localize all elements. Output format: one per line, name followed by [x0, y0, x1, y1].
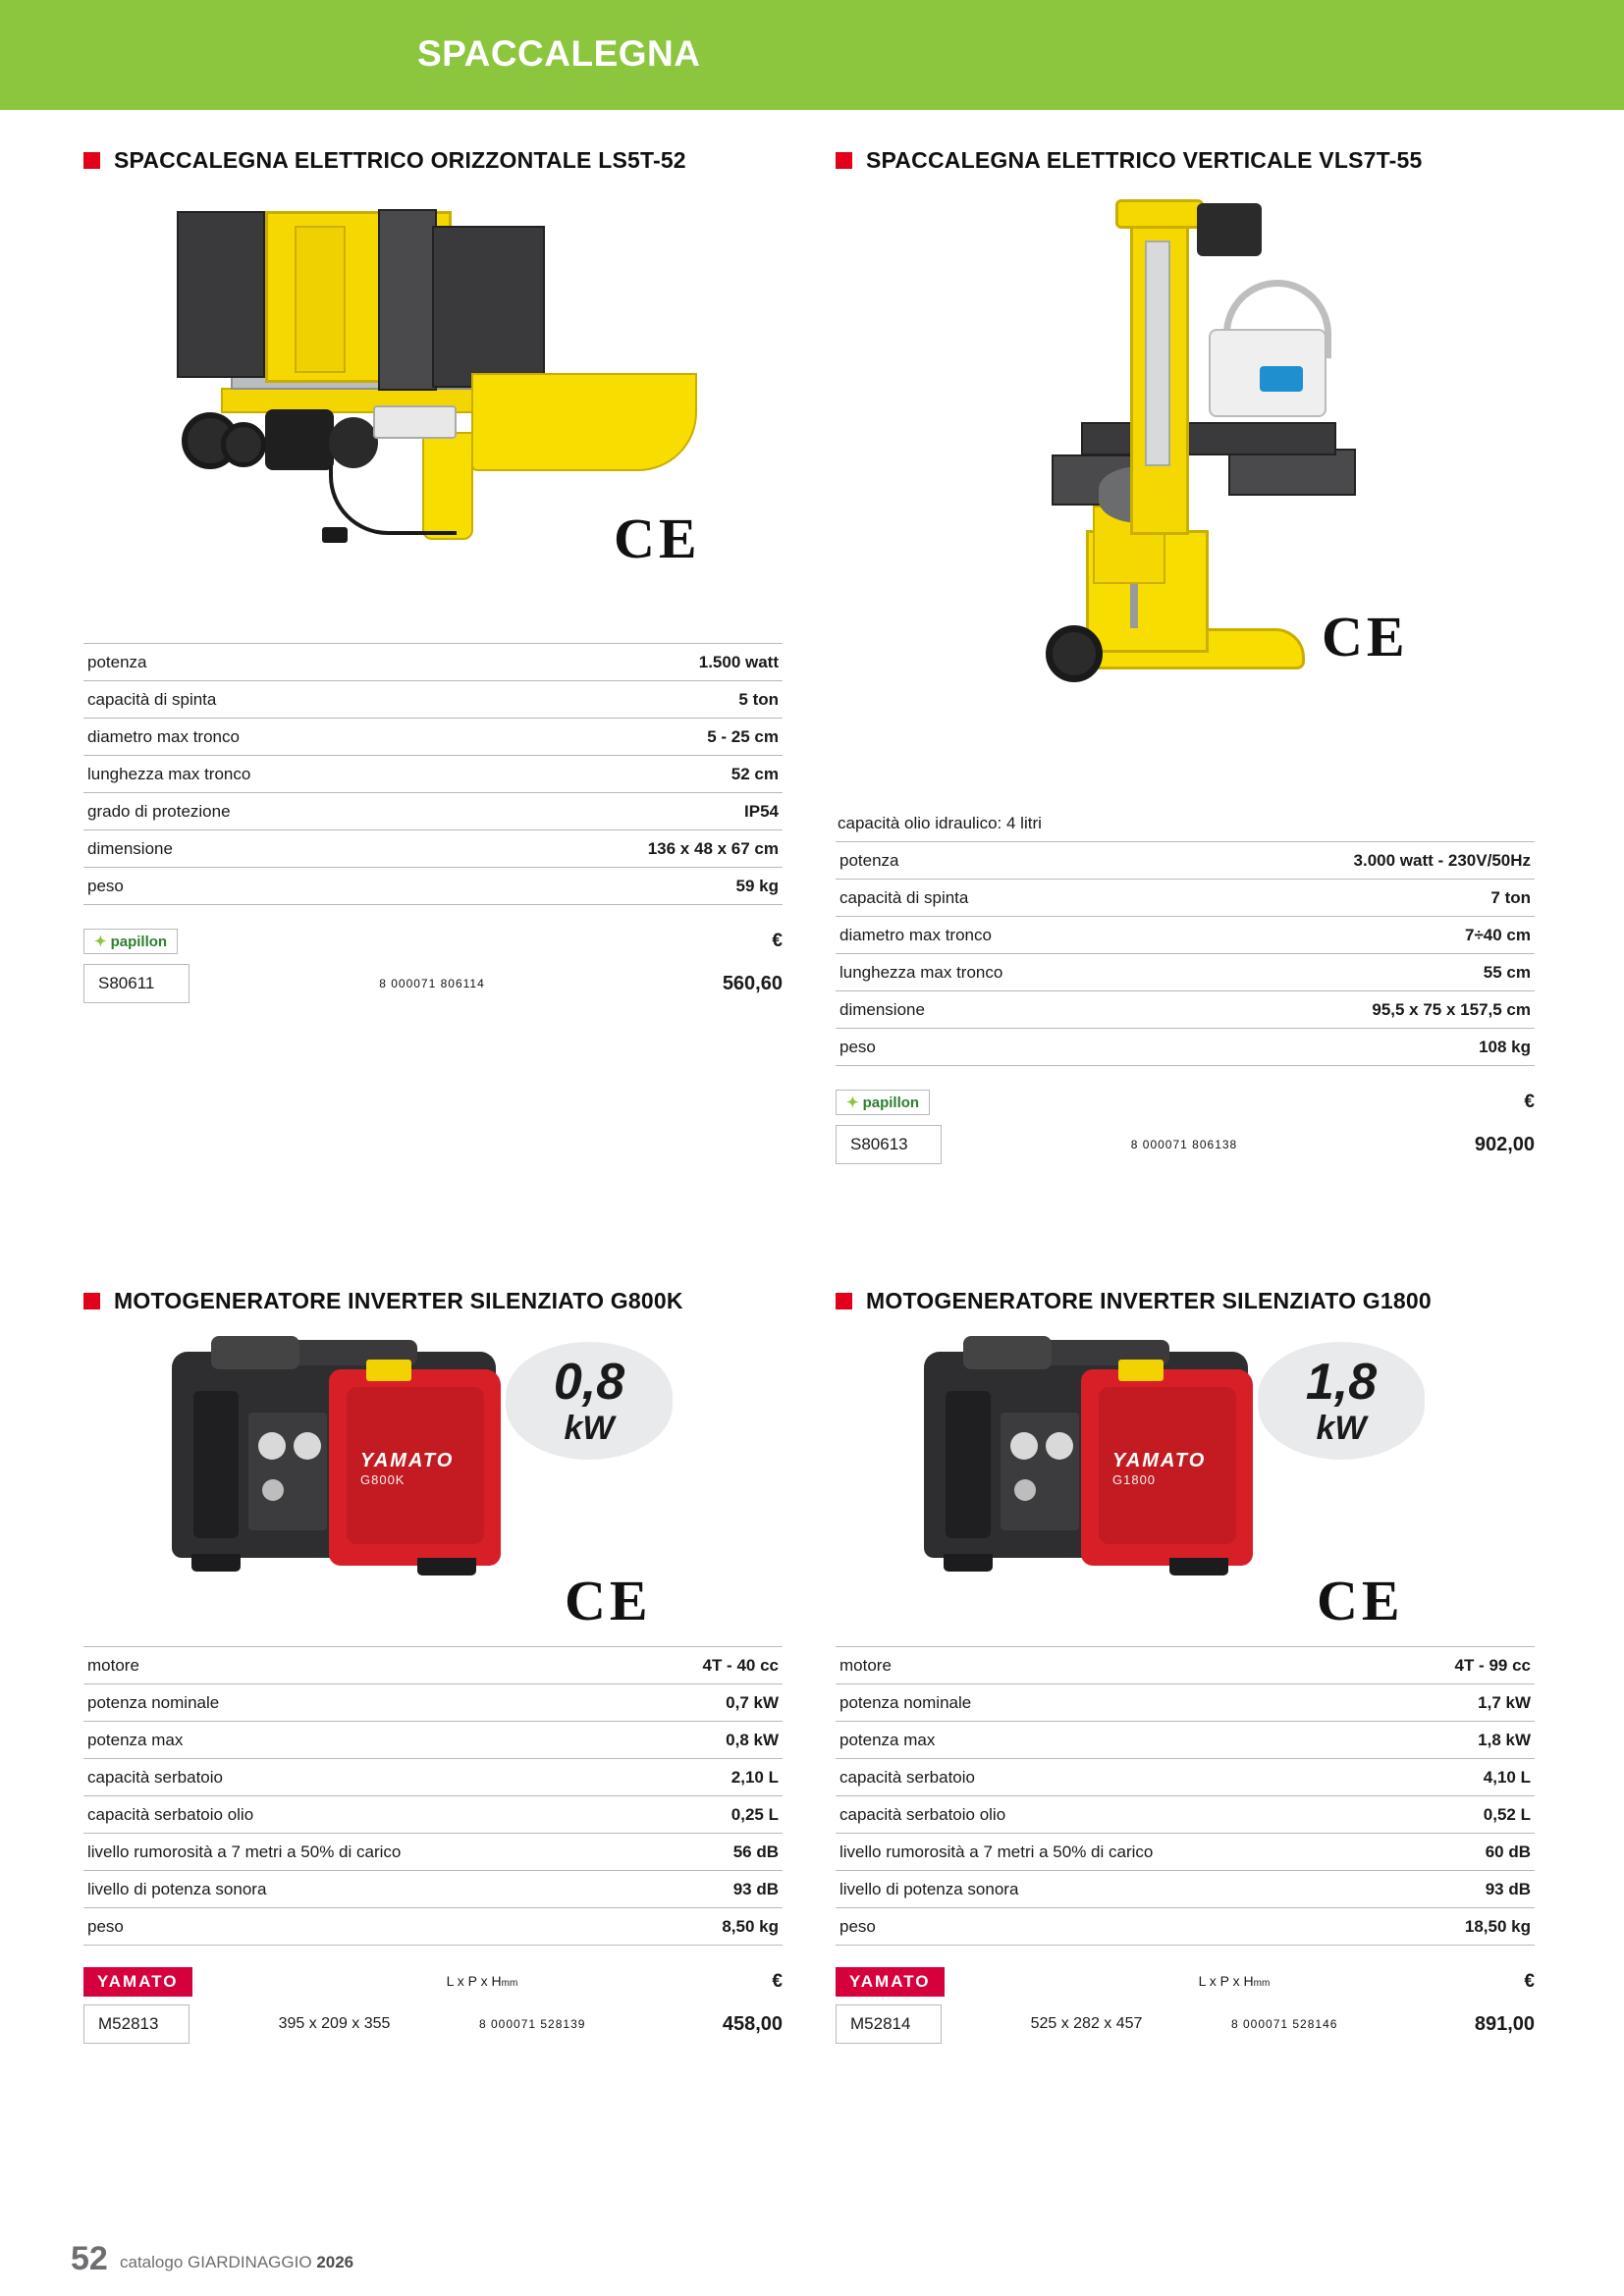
spec-row [836, 1759, 1535, 1796]
product-title: SPACCALEGNA ELETTRICO VERTICALE VLS7T-55 [866, 147, 1423, 173]
spec-key: grado di protezione [83, 793, 469, 830]
spec-table-ls5t52 [83, 643, 783, 905]
power-badge-unit: kW [564, 1410, 615, 1447]
spec-key: diametro max tronco [83, 719, 469, 756]
product-image-g800k [83, 1322, 783, 1646]
spec-key: livello di potenza sonora [83, 1871, 638, 1908]
product-title-row [836, 147, 1535, 174]
spec-value: 93 dB [638, 1871, 783, 1908]
spec-row [83, 1834, 783, 1871]
spec-key: lunghezza max tronco [83, 756, 469, 793]
spec-row [836, 1029, 1535, 1066]
spec-row [836, 842, 1535, 880]
spec-key: livello rumorosità a 7 metri a 50% di carico [836, 1834, 1390, 1871]
brand-label: papillon [110, 933, 168, 950]
page-number: 52 [71, 2240, 108, 2277]
code-row [83, 964, 783, 1003]
brand-row [83, 925, 783, 958]
brand-row [83, 1965, 783, 1999]
power-badge [506, 1342, 673, 1460]
spec-value: 4,10 L [1390, 1759, 1535, 1796]
spec-row [836, 1647, 1535, 1684]
spec-key: capacità serbatoio olio [836, 1796, 1390, 1834]
product-price: 902,00 [1474, 1133, 1535, 1155]
spec-row [83, 793, 783, 830]
power-badge [1258, 1342, 1425, 1460]
dimensions-header [1199, 1973, 1271, 1991]
spec-key: potenza [83, 644, 469, 681]
spec-key: peso [83, 868, 469, 905]
spec-row [836, 1834, 1535, 1871]
spec-row [836, 991, 1535, 1029]
power-badge-value: 1,8 [1305, 1354, 1378, 1411]
barcode [479, 2015, 585, 2033]
product-code: S80611 [83, 964, 189, 1003]
spec-row [83, 868, 783, 905]
spec-value: 60 dB [1390, 1834, 1535, 1871]
square-bullet-icon [83, 1293, 100, 1309]
spec-row [83, 644, 783, 681]
spec-row [836, 1684, 1535, 1722]
spec-key: motore [836, 1647, 1390, 1684]
spec-row [83, 1908, 783, 1946]
spec-row [836, 1722, 1535, 1759]
spec-table-vls7t55 [836, 841, 1535, 1066]
spec-key: dimensione [83, 830, 469, 868]
barcode-number: 8 000071 528146 [1231, 2017, 1338, 2031]
spec-value: 18,50 kg [1390, 1908, 1535, 1946]
brand-logo-yamato: YAMATO [83, 1967, 192, 1997]
page-header-band [0, 0, 1624, 110]
spec-key: capacità di spinta [83, 681, 469, 719]
brand-label: YAMATO [1112, 1450, 1207, 1471]
spec-key: dimensione [836, 991, 1171, 1029]
product-image-g1800 [836, 1322, 1535, 1646]
dimensions-value: 525 x 282 x 457 [1030, 2015, 1143, 2032]
spec-value: 4T - 99 cc [1390, 1647, 1535, 1684]
square-bullet-icon [836, 1293, 852, 1309]
spec-value: 0,25 L [638, 1796, 783, 1834]
spec-row [836, 1871, 1535, 1908]
ce-mark-icon: CE [1317, 1569, 1404, 1632]
spec-value: 1,8 kW [1390, 1722, 1535, 1759]
spec-value: 8,50 kg [638, 1908, 783, 1946]
page-footer [0, 2227, 1624, 2296]
spec-row [83, 719, 783, 756]
spec-value: 55 cm [1171, 954, 1535, 991]
spec-key: capacità serbatoio [836, 1759, 1390, 1796]
spec-row [83, 1871, 783, 1908]
spec-key: capacità serbatoio [83, 1759, 638, 1796]
spec-value: 52 cm [469, 756, 783, 793]
spec-key: livello rumorosità a 7 metri a 50% di carico [83, 1834, 638, 1871]
product-title-row [83, 147, 783, 174]
brand-logo-papillon [83, 929, 178, 954]
product-card-vls7t55 [836, 147, 1535, 1164]
product-code: M52814 [836, 2004, 942, 2044]
spec-value: 2,10 L [638, 1759, 783, 1796]
spec-value: 136 x 48 x 67 cm [469, 830, 783, 868]
brand-logo-yamato: YAMATO [836, 1967, 945, 1997]
spec-key: capacità di spinta [836, 880, 1171, 917]
leaf-icon: ✦ [94, 934, 107, 950]
barcode [1231, 2015, 1337, 2033]
brand-row [836, 1086, 1535, 1119]
product-title-row [83, 1288, 783, 1314]
page-title: SPACCALEGNA [417, 33, 701, 74]
spec-key: capacità serbatoio olio [83, 1796, 638, 1834]
square-bullet-icon [83, 152, 100, 169]
power-badge-unit: kW [1316, 1410, 1367, 1447]
catalog-page [0, 110, 1624, 2296]
spec-value: 1.500 watt [469, 644, 783, 681]
barcode [379, 975, 485, 992]
product-image-ls5t52 [83, 182, 783, 643]
spec-value: 5 ton [469, 681, 783, 719]
spec-table-g800k [83, 1646, 783, 1946]
product-price: 458,00 [722, 2012, 783, 2035]
dimensions-header [447, 1973, 518, 1991]
spec-key: lunghezza max tronco [836, 954, 1171, 991]
product-code: S80613 [836, 1125, 942, 1164]
brand-label: papillon [862, 1094, 920, 1111]
spec-row [83, 1647, 783, 1684]
spec-value: 59 kg [469, 868, 783, 905]
order-block-ls5t52 [83, 925, 783, 1003]
order-block-vls7t55 [836, 1086, 1535, 1164]
spec-key: motore [83, 1647, 638, 1684]
spec-key: potenza nominale [83, 1684, 638, 1722]
spec-value: 1,7 kW [1390, 1684, 1535, 1722]
model-label: G1800 [1112, 1472, 1157, 1487]
spec-value: 0,52 L [1390, 1796, 1535, 1834]
order-block-g800k [83, 1965, 783, 2044]
dimensions-unit: mm [1253, 1978, 1271, 1989]
spec-row [83, 1759, 783, 1796]
spec-row [836, 1908, 1535, 1946]
product-card-g800k [83, 1288, 783, 2044]
spec-value: 5 - 25 cm [469, 719, 783, 756]
spec-value: 3.000 watt - 230V/50Hz [1171, 842, 1535, 880]
barcode-number: 8 000071 806114 [379, 977, 485, 990]
spec-value: 0,8 kW [638, 1722, 783, 1759]
currency-symbol: € [1524, 1971, 1535, 1992]
spec-key: potenza [836, 842, 1171, 880]
ce-mark-icon: CE [1322, 605, 1409, 668]
product-code: M52813 [83, 2004, 189, 2044]
brand-row [836, 1965, 1535, 1999]
dimensions-header-label: L x P x H [1198, 1973, 1254, 1989]
barcode-number: 8 000071 528139 [479, 2017, 586, 2031]
spec-key: potenza max [83, 1722, 638, 1759]
dimensions-unit: mm [501, 1978, 518, 1989]
currency-symbol: € [772, 1971, 783, 1992]
brand-label: YAMATO [360, 1450, 455, 1471]
power-badge-value: 0,8 [553, 1354, 625, 1411]
spec-row [83, 681, 783, 719]
catalog-name: catalogo GIARDINAGGIO [120, 2253, 312, 2271]
spec-row [83, 1722, 783, 1759]
spec-row [836, 880, 1535, 917]
spec-value: 7÷40 cm [1171, 917, 1535, 954]
spec-row [83, 1796, 783, 1834]
dimensions-header-label: L x P x H [446, 1973, 502, 1989]
catalog-year: 2026 [316, 2253, 354, 2271]
generator-brand-plate [1112, 1450, 1207, 1487]
spec-key: potenza max [836, 1722, 1390, 1759]
spec-key: peso [83, 1908, 638, 1946]
product-card-ls5t52 [83, 147, 783, 1003]
barcode-number: 8 000071 806138 [1130, 1138, 1238, 1151]
product-title: SPACCALEGNA ELETTRICO ORIZZONTALE LS5T-52 [114, 147, 686, 173]
barcode [1131, 1136, 1237, 1153]
spec-value: 7 ton [1171, 880, 1535, 917]
code-row [83, 2004, 783, 2044]
spec-key: potenza nominale [836, 1684, 1390, 1722]
generator-brand-plate [360, 1450, 455, 1487]
spec-value: 108 kg [1171, 1029, 1535, 1066]
order-block-g1800 [836, 1965, 1535, 2044]
spec-value: 93 dB [1390, 1871, 1535, 1908]
spec-table-g1800 [836, 1646, 1535, 1946]
ce-mark-icon: CE [565, 1569, 652, 1632]
currency-symbol: € [1524, 1092, 1535, 1112]
spec-row [83, 1684, 783, 1722]
product-title: MOTOGENERATORE INVERTER SILENZIATO G1800 [866, 1288, 1432, 1313]
spec-value: IP54 [469, 793, 783, 830]
leaf-icon: ✦ [846, 1095, 859, 1111]
spec-key: peso [836, 1908, 1390, 1946]
product-card-g1800 [836, 1288, 1535, 2044]
spec-value: 56 dB [638, 1834, 783, 1871]
spec-key: diametro max tronco [836, 917, 1171, 954]
spec-value: 95,5 x 75 x 157,5 cm [1171, 991, 1535, 1029]
currency-symbol: € [772, 931, 783, 951]
spec-key: livello di potenza sonora [836, 1871, 1390, 1908]
brand-logo-papillon [836, 1090, 930, 1115]
spec-note: capacità olio idraulico: 4 litri [838, 814, 1042, 832]
product-price: 891,00 [1474, 2012, 1535, 2035]
dimensions-value: 395 x 209 x 355 [278, 2015, 391, 2032]
spec-row [83, 830, 783, 868]
spec-value: 0,7 kW [638, 1684, 783, 1722]
spec-row [83, 756, 783, 793]
product-title: MOTOGENERATORE INVERTER SILENZIATO G800K [114, 1288, 683, 1313]
product-image-vls7t55 [836, 182, 1535, 810]
spec-value: 4T - 40 cc [638, 1647, 783, 1684]
spec-key: peso [836, 1029, 1171, 1066]
code-row [836, 2004, 1535, 2044]
ce-mark-icon: CE [614, 507, 701, 570]
spec-row [836, 954, 1535, 991]
model-label: G800K [360, 1472, 406, 1487]
product-title-row [836, 1288, 1535, 1314]
product-price: 560,60 [722, 972, 783, 994]
catalog-label [120, 2253, 353, 2272]
spec-row [836, 1796, 1535, 1834]
spec-row [836, 917, 1535, 954]
code-row [836, 1125, 1535, 1164]
square-bullet-icon [836, 152, 852, 169]
